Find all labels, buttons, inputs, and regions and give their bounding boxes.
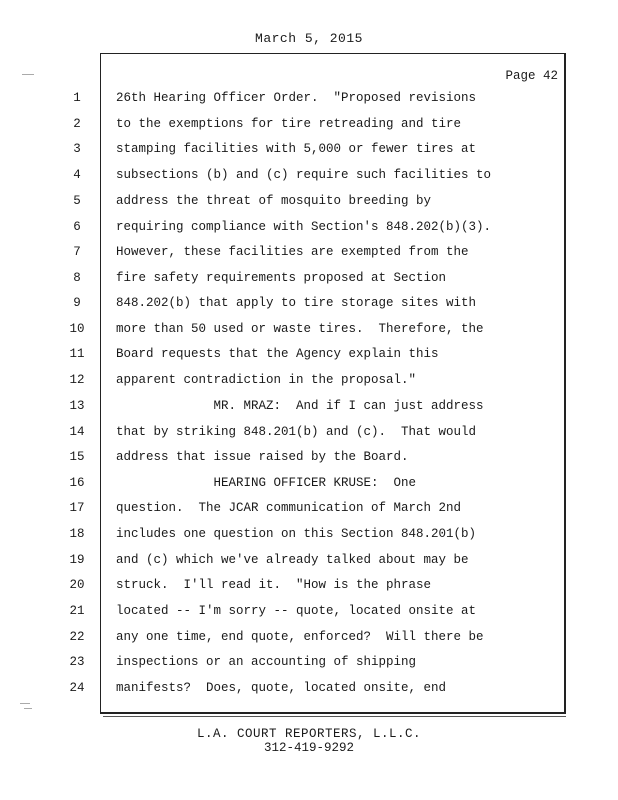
- line-number: 21: [69, 604, 85, 618]
- line-number: 15: [69, 450, 85, 464]
- line-text: MR. MRAZ: And if I can just address: [116, 399, 484, 413]
- line-number: 22: [69, 630, 85, 644]
- line-number: 24: [69, 681, 85, 695]
- line-text: any one time, end quote, enforced? Will there be: [116, 630, 484, 644]
- line-text: apparent contradiction in the proposal.": [116, 373, 417, 387]
- line-text: subsections (b) and (c) require such facilities to: [116, 168, 492, 182]
- line-number: 9: [73, 296, 81, 310]
- scan-speck: [22, 74, 34, 75]
- line-number: 12: [69, 373, 85, 387]
- line-text: that by striking 848.201(b) and (c). That would: [116, 425, 477, 439]
- line-number: 18: [69, 527, 85, 541]
- line-text: However, these facilities are exempted from the: [116, 245, 469, 259]
- line-number: 10: [69, 322, 85, 336]
- line-number: 5: [73, 194, 81, 208]
- line-number: 13: [69, 399, 85, 413]
- footer-company: L.A. COURT REPORTERS, L.L.C.: [196, 727, 422, 741]
- line-number: 7: [73, 245, 81, 259]
- line-text: requiring compliance with Section's 848.202(b)(3).: [116, 220, 492, 234]
- line-number: 20: [69, 578, 85, 592]
- line-number: 16: [69, 476, 85, 490]
- scan-speck: [24, 708, 32, 709]
- line-number: 1: [73, 91, 81, 105]
- line-text: address that issue raised by the Board.: [116, 450, 409, 464]
- line-text: stamping facilities with 5,000 or fewer tires at: [116, 142, 477, 156]
- line-text: and (c) which we've already talked about may be: [116, 553, 469, 567]
- footer-phone: 312-419-9292: [263, 741, 354, 755]
- line-text: Board requests that the Agency explain this: [116, 347, 439, 361]
- line-number: 23: [69, 655, 85, 669]
- line-text: to the exemptions for tire retreading and tire: [116, 117, 462, 131]
- line-text: HEARING OFFICER KRUSE: One: [116, 476, 417, 490]
- line-number: 6: [73, 220, 81, 234]
- line-number: 14: [69, 425, 85, 439]
- line-text: located -- I'm sorry -- quote, located onsite at: [116, 604, 477, 618]
- line-number: 3: [73, 142, 81, 156]
- line-text: includes one question on this Section 848.201(b): [116, 527, 477, 541]
- line-text: question. The JCAR communication of March 2nd: [116, 501, 462, 515]
- line-text: address the threat of mosquito breeding by: [116, 194, 432, 208]
- line-number: 11: [69, 347, 85, 361]
- line-number: 17: [69, 501, 85, 515]
- line-number: 4: [73, 168, 81, 182]
- page-number: Page 42: [505, 69, 558, 83]
- line-text: manifests? Does, quote, located onsite, end: [116, 681, 447, 695]
- transcript-date: March 5, 2015: [255, 31, 363, 46]
- line-text: struck. I'll read it. "How is the phrase: [116, 578, 432, 592]
- line-text: 26th Hearing Officer Order. "Proposed revisions: [116, 91, 477, 105]
- line-number: 2: [73, 117, 81, 131]
- line-text: inspections or an accounting of shipping: [116, 655, 417, 669]
- line-text: 848.202(b) that apply to tire storage sites with: [116, 296, 477, 310]
- scan-speck: [20, 703, 30, 704]
- line-text: more than 50 used or waste tires. Therefore, the: [116, 322, 484, 336]
- line-number: 8: [73, 271, 81, 285]
- line-number: 19: [69, 553, 85, 567]
- line-text: fire safety requirements proposed at Section: [116, 271, 447, 285]
